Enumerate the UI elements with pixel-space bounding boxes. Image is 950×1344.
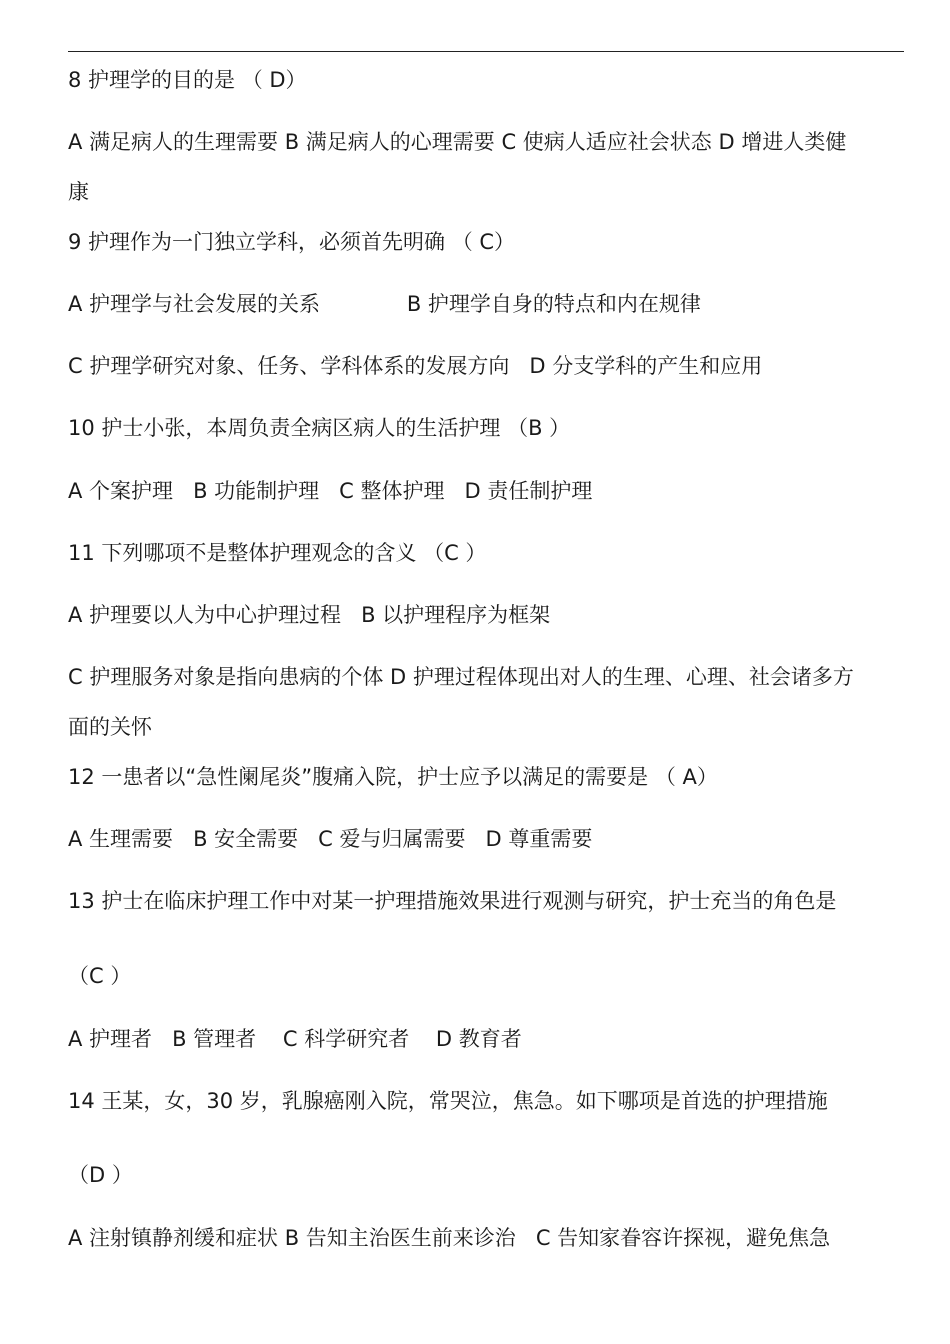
question-10-stem: 10 护士小张，本周负责全病区病人的生活护理 （B ） xyxy=(68,416,571,440)
question-11-stem: 11 下列哪项不是整体护理观念的含义 （C ） xyxy=(68,541,487,565)
question-13-answer: （C ） xyxy=(68,964,132,988)
question-13-options: A 护理者 B 管理者 C 科学研究者 D 教育者 xyxy=(68,1027,522,1051)
question-9-stem: 9 护理作为一门独立学科，必须首先明确 （ C） xyxy=(68,230,516,254)
question-9-options-cd: C 护理学研究对象、任务、学科体系的发展方向 D 分支学科的产生和应用 xyxy=(68,354,763,378)
header-rule xyxy=(68,51,904,52)
question-12-stem: 12 一患者以“急性阑尾炎”腹痛入院，护士应予以满足的需要是 （ A） xyxy=(68,765,718,789)
question-12-options: A 生理需要 B 安全需要 C 爱与归属需要 D 尊重需要 xyxy=(68,827,593,851)
question-11-options-cont: 面的关怀 xyxy=(68,715,152,739)
question-9-options-ab: A 护理学与社会发展的关系 B 护理学自身的特点和内在规律 xyxy=(68,292,701,316)
question-11-options-ab: A 护理要以人为中心护理过程 B 以护理程序为框架 xyxy=(68,603,551,627)
question-13-stem: 13 护士在临床护理工作中对某一护理措施效果进行观测与研究，护士充当的角色是 xyxy=(68,889,837,913)
question-14-stem: 14 王某，女，30 岁，乳腺癌刚入院，常哭泣，焦急。如下哪项是首选的护理措施 xyxy=(68,1089,828,1113)
question-8-options-cont: 康 xyxy=(68,180,89,204)
question-14-answer: （D ） xyxy=(68,1163,133,1187)
question-10-options: A 个案护理 B 功能制护理 C 整体护理 D 责任制护理 xyxy=(68,479,593,503)
question-8-options: A 满足病人的生理需要 B 满足病人的心理需要 C 使病人适应社会状态 D 增进人类健 xyxy=(68,130,847,154)
question-11-options-cd: C 护理服务对象是指向患病的个体 D 护理过程体现出对人的生理、心理、社会诸多方 xyxy=(68,665,854,689)
question-14-options: A 注射镇静剂缓和症状 B 告知主治医生前来诊治 C 告知家眷容许探视，避免焦急 xyxy=(68,1226,831,1250)
question-8-stem: 8 护理学的目的是 （ D） xyxy=(68,68,307,92)
